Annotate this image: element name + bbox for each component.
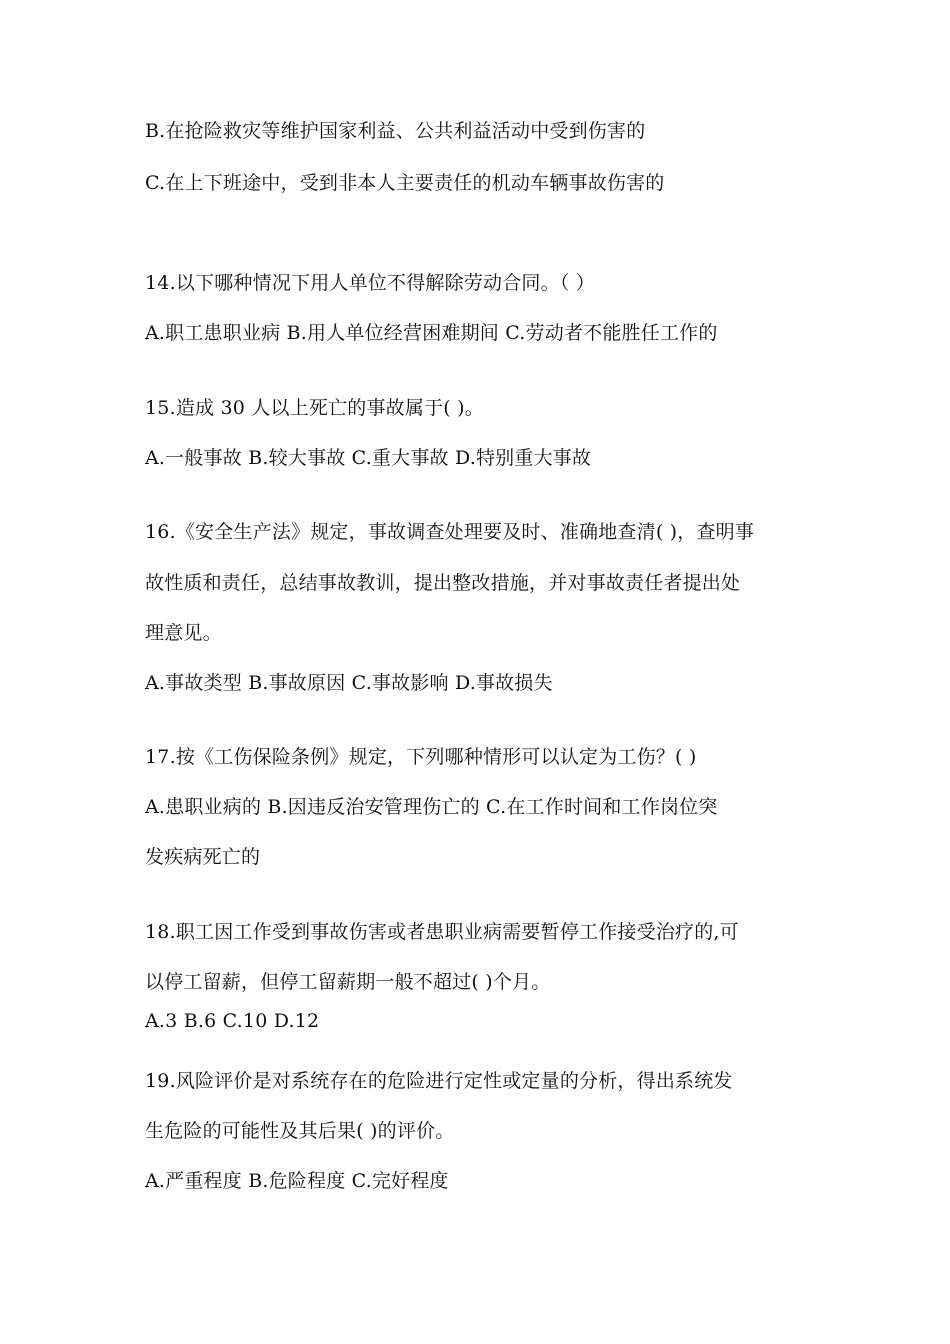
options-14: A.职工患职业病 B.用人单位经营困难期间 C.劳动者不能胜任工作的 [145, 322, 718, 344]
options-17-line-2: 发疾病死亡的 [145, 846, 261, 868]
question-18-line-1: 18.职工因工作受到事故伤害或者患职业病需要暂停工作接受治疗的,可 [145, 921, 739, 943]
question-16-line-2: 故性质和责任，总结事故教训，提出整改措施，并对事故责任者提出处 [145, 572, 741, 594]
question-16-line-1: 16.《安全生产法》规定，事故调查处理要及时、准确地查清( )，查明事 [145, 521, 755, 543]
options-15: A.一般事故 B.较大事故 C.重大事故 D.特别重大事故 [145, 447, 592, 469]
question-14: 14.以下哪种情况下用人单位不得解除劳动合同。（ ） [145, 272, 595, 294]
question-16-line-3: 理意见。 [145, 622, 222, 644]
options-19: A.严重程度 B.危险程度 C.完好程度 [145, 1170, 449, 1192]
options-18: A.3 B.6 C.10 D.12 [145, 1010, 320, 1032]
question-17: 17.按《工伤保险条例》规定，下列哪种情形可以认定为工伤？( ) [145, 746, 697, 768]
options-17-line-1: A.患职业病的 B.因违反治安管理伤亡的 C.在工作时间和工作岗位突 [145, 796, 718, 818]
option-line-13c: C.在上下班途中，受到非本人主要责任的机动车辆事故伤害的 [145, 172, 665, 194]
question-19-line-2: 生危险的可能性及其后果( )的评价。 [145, 1120, 455, 1142]
option-line-13b: B.在抢险救灾等维护国家利益、公共利益活动中受到伤害的 [145, 120, 646, 142]
question-18-line-2: 以停工留薪，但停工留薪期一般不超过( )个月。 [145, 971, 551, 993]
question-15: 15.造成 30 人以上死亡的事故属于( )。 [145, 397, 484, 419]
question-19-line-1: 19.风险评价是对系统存在的危险进行定性或定量的分析，得出系统发 [145, 1070, 733, 1092]
options-16: A.事故类型 B.事故原因 C.事故影响 D.事故损失 [145, 672, 553, 694]
